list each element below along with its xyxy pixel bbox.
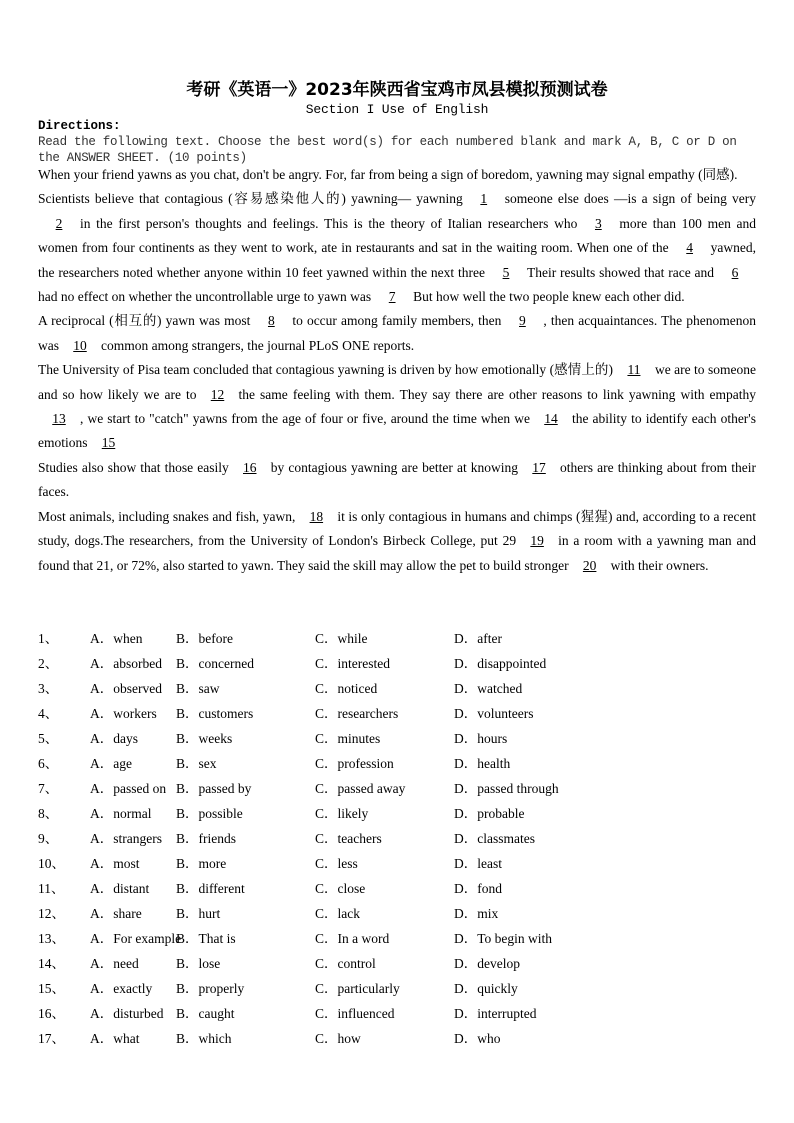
passage-text: in the first person's thoughts and feelings. This is the theory of Italian researchers who	[80, 215, 578, 231]
passage-text: The University of Pisa team concluded that contagious yawning is driven by how emotionally (感情上的)	[38, 362, 613, 378]
blank-number: 13	[52, 411, 66, 427]
question-number: 1、	[38, 631, 59, 646]
option-a: A．share	[90, 906, 142, 921]
passage-text: in a room with a yawning man and found that 21, or 72%, also started to yawn. They said the skill may allow the pet to build stronger	[38, 533, 756, 573]
option-c: C．passed away	[315, 781, 406, 796]
directions-text: Read the following text. Choose the best word(s) for each numbered blank and mark A, B, C or D on the ANSWER SHEET. (10 points)	[38, 135, 737, 165]
option-d: D．probable	[454, 806, 525, 821]
option-row	[38, 701, 758, 726]
option-d: D．who	[454, 1031, 501, 1046]
option-row	[38, 751, 758, 776]
blank-number: 19	[530, 533, 544, 549]
option-d: D．develop	[454, 956, 520, 971]
option-row	[38, 626, 758, 651]
blank-number: 20	[582, 557, 597, 573]
option-b: B．weeks	[176, 731, 233, 746]
option-a: A．absorbed	[90, 656, 162, 671]
option-c: C．teachers	[315, 831, 382, 846]
blank-number: 6	[731, 264, 739, 280]
passage-text: the same feeling with them. They say there are other reasons to link yawning with empathy	[238, 386, 756, 402]
passage-text: , we start to "catch" yawns from the age of four or five, around the time when we	[80, 411, 530, 427]
passage-paragraph-4	[38, 358, 756, 456]
option-row	[38, 901, 758, 926]
option-a: A．workers	[90, 706, 157, 721]
option-row	[38, 676, 758, 701]
passage-text: someone else does —is a sign of being very	[504, 191, 756, 207]
blank-number: 2	[55, 215, 63, 231]
directions-block	[38, 118, 758, 166]
blank-number: 8	[267, 313, 275, 329]
option-b: B．different	[176, 881, 245, 896]
passage-text: others are thinking about from their faces.	[38, 459, 757, 500]
option-row	[38, 651, 758, 676]
passage-text: by contagious yawning are better at knowing	[270, 459, 519, 475]
question-number: 13、	[38, 931, 65, 946]
option-c: C．lack	[315, 906, 360, 921]
option-c: C．how	[315, 1031, 361, 1046]
option-row	[38, 726, 758, 751]
option-c: C．interested	[315, 656, 390, 671]
option-row	[38, 951, 758, 976]
blank-number: 7	[388, 289, 396, 305]
option-a: A．For example	[90, 931, 182, 946]
section-heading: Section I Use of English	[305, 102, 489, 117]
option-b: B．customers	[176, 706, 254, 721]
option-b: B．which	[176, 1031, 232, 1046]
blank-number: 1	[480, 191, 488, 207]
question-number: 8、	[38, 806, 59, 821]
option-b: B．saw	[176, 681, 220, 696]
passage-text: But how well the two people knew each other did.	[413, 289, 685, 305]
option-b: B．lose	[176, 956, 221, 971]
option-d: D．watched	[454, 681, 523, 696]
option-c: C．while	[315, 631, 368, 646]
option-b: B．That is	[176, 931, 236, 946]
option-row	[38, 926, 758, 951]
passage-text: yawned, the researchers noted whether anyone within 10 feet yawned within the next three	[38, 240, 756, 280]
option-c: C．likely	[315, 806, 369, 821]
passage-paragraph-3	[38, 309, 756, 358]
option-c: C．minutes	[315, 731, 381, 746]
option-row	[38, 1026, 758, 1051]
option-row	[38, 876, 758, 901]
question-number: 5、	[38, 731, 59, 746]
question-number: 11、	[38, 881, 65, 896]
option-d: D．least	[454, 856, 502, 871]
option-row	[38, 976, 758, 1001]
option-c: C．profession	[315, 756, 394, 771]
option-d: D．classmates	[454, 831, 535, 846]
passage-text: the ability to identify each other's emotions	[38, 411, 756, 451]
blank-number: 16	[243, 459, 257, 475]
passage-text: with their owners.	[610, 557, 709, 573]
option-a: A．strangers	[90, 831, 162, 846]
passage-text: Their results showed that race and	[526, 264, 714, 280]
question-number: 7、	[38, 781, 59, 796]
option-a: A．most	[90, 856, 140, 871]
blank-number: 5	[502, 264, 510, 280]
option-a: A．need	[90, 956, 139, 971]
option-b: B．before	[176, 631, 233, 646]
option-a: A．distant	[90, 881, 150, 896]
question-number: 15、	[38, 981, 65, 996]
blank-number: 3	[594, 215, 602, 231]
option-b: B．properly	[176, 981, 245, 996]
option-b: B．hurt	[176, 906, 221, 921]
option-row	[38, 826, 758, 851]
option-c: C．control	[315, 956, 376, 971]
option-b: B．sex	[176, 756, 217, 771]
question-number: 2、	[38, 656, 59, 671]
passage-text: Studies also show that those easily	[38, 459, 229, 475]
option-c: C．researchers	[315, 706, 399, 721]
question-number: 12、	[38, 906, 65, 921]
option-c: C．particularly	[315, 981, 400, 996]
passage-paragraph-5	[38, 456, 756, 505]
option-d: D．interrupted	[454, 1006, 537, 1021]
blank-number: 17	[532, 459, 546, 475]
blank-number: 12	[210, 386, 225, 402]
option-a: A．observed	[90, 681, 162, 696]
cloze-passage	[38, 163, 756, 578]
option-b: B．more	[176, 856, 227, 871]
question-number: 16、	[38, 1006, 65, 1021]
page-title: 考研《英语一》2023年陕西省宝鸡市凤县模拟预测试卷	[186, 80, 608, 100]
option-d: D．volunteers	[454, 706, 534, 721]
option-row	[38, 801, 758, 826]
question-number: 4、	[38, 706, 59, 721]
passage-text: it is only contagious in humans and chimps (猩猩) and, according to a recent study, dogs.The researchers, from the University of London's Birbeck College, put 29	[38, 508, 757, 549]
option-row	[38, 1001, 758, 1026]
option-b: B．friends	[176, 831, 236, 846]
blank-number: 14	[544, 411, 558, 427]
passage-paragraph-6	[38, 505, 756, 578]
option-b: B．concerned	[176, 656, 254, 671]
question-number: 6、	[38, 756, 59, 771]
option-d: D．fond	[454, 881, 502, 896]
option-d: D．mix	[454, 906, 499, 921]
option-a: A．exactly	[90, 981, 153, 996]
option-row	[38, 851, 758, 876]
option-d: D．quickly	[454, 981, 518, 996]
option-a: A．passed on	[90, 781, 167, 796]
option-b: B．passed by	[176, 781, 252, 796]
option-d: D．after	[454, 631, 502, 646]
passage-paragraph-1: When your friend yawns as you chat, don't be angry. For, far from being a sign of boredom, yawning may signal empathy (同感).	[38, 167, 738, 182]
option-a: A．what	[90, 1031, 140, 1046]
option-b: B．possible	[176, 806, 243, 821]
option-a: A．normal	[90, 806, 152, 821]
option-d: D．health	[454, 756, 511, 771]
blank-number: 11	[627, 362, 641, 378]
question-number: 10、	[38, 856, 65, 871]
question-number: 17、	[38, 1031, 65, 1046]
passage-text: Most animals, including snakes and fish, yawn,	[38, 508, 296, 524]
passage-text: common among strangers, the journal PLoS ONE reports.	[101, 337, 415, 353]
directions-label: Directions:	[38, 119, 121, 133]
option-d: D．To begin with	[454, 931, 553, 946]
option-c: C．In a word	[315, 931, 390, 946]
option-d: D．hours	[454, 731, 508, 746]
passage-text: more than 100 men and women from four continents as they went to work, ate in restaurants and sat in the waiting room. When one of the	[38, 215, 756, 256]
option-a: A．age	[90, 756, 132, 771]
passage-text: , then acquaintances. The phenomenon was	[38, 313, 756, 353]
blank-number: 4	[686, 240, 694, 256]
passage-text: we are to someone and so how likely we are to	[38, 362, 756, 402]
blank-number: 10	[73, 337, 87, 353]
question-number: 9、	[38, 831, 59, 846]
passage-text: Scientists believe that contagious (容易感染他人的) yawning— yawning	[38, 191, 463, 207]
option-c: C．close	[315, 881, 366, 896]
option-a: A．days	[90, 731, 138, 746]
option-b: B．caught	[176, 1006, 235, 1021]
option-a: A．when	[90, 631, 143, 646]
option-c: C．influenced	[315, 1006, 395, 1021]
option-d: D．passed through	[454, 781, 559, 796]
option-c: C．noticed	[315, 681, 378, 696]
passage-text: to occur among family members, then	[292, 313, 502, 329]
question-number: 14、	[38, 956, 65, 971]
option-c: C．less	[315, 856, 358, 871]
passage-paragraph-2	[38, 187, 756, 309]
answer-options-list	[38, 626, 758, 1051]
passage-text: A reciprocal (相互的) yawn was most	[38, 313, 251, 329]
question-number: 3、	[38, 681, 59, 696]
option-d: D．disappointed	[454, 656, 547, 671]
blank-number: 15	[101, 435, 116, 451]
blank-number: 9	[519, 313, 526, 329]
blank-number: 18	[309, 508, 324, 524]
option-a: A．disturbed	[90, 1006, 164, 1021]
option-row	[38, 776, 758, 801]
passage-text: had no effect on whether the uncontrollable urge to yawn was	[38, 289, 372, 305]
